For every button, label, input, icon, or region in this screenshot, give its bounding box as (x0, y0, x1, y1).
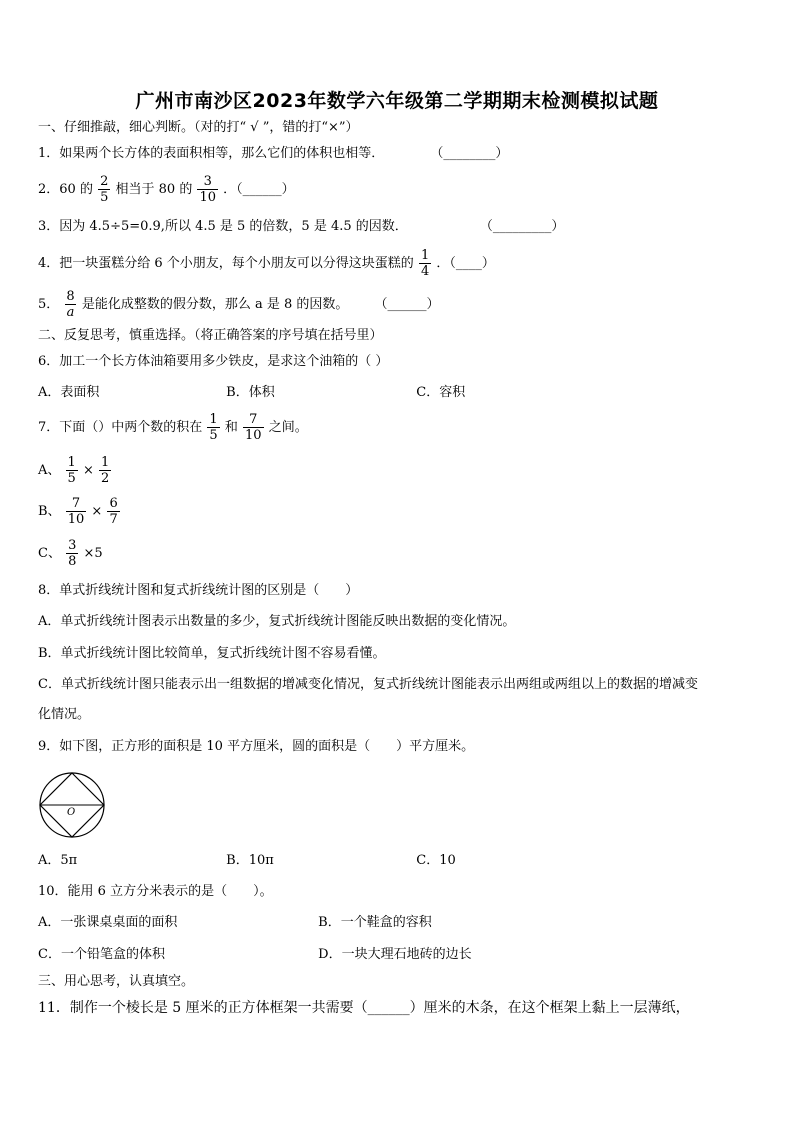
question-2-text: 2．60 的 (38, 182, 93, 197)
page-title: 广州市南沙区2023年数学六年级第二学期期末检测模拟试题 (135, 90, 659, 112)
question-6-options (38, 385, 465, 401)
question-3 (38, 219, 564, 235)
option-b[interactable]: B．10π (226, 853, 274, 868)
option-b[interactable]: B．一个鞋盒的容积 (318, 915, 432, 930)
question-8-option-a[interactable]: A．单式折线统计图表示出数量的多少，复式折线统计图能反映出数据的变化情况。 (38, 614, 516, 629)
option-c[interactable]: C．容积 (416, 385, 466, 400)
section-2-heading: 二、反复思考，慎重选择。（将正确答案的序号填在括号里） (38, 328, 383, 343)
answer-blank[interactable]: ．（____） (436, 256, 495, 271)
fraction: $\frac{1}{2}$ (101, 455, 110, 486)
fraction: $\frac{1}{4}$ (420, 248, 430, 279)
option-d[interactable]: D．一块大理石地砖的边长 (318, 947, 472, 962)
fraction: $\frac{2}{5}$ (100, 174, 109, 205)
question-11: 11．制作一个棱长是 5 厘米的正方体框架一共需要（______）厘米的木条，在这个框架上黏上一层薄纸， (38, 1000, 690, 1016)
multiply-term: ×5 (83, 546, 103, 561)
question-5 (38, 289, 440, 320)
question-2-text: 相当于 80 的 (115, 182, 193, 197)
option-a[interactable]: A．表面积 (38, 385, 100, 400)
answer-blank[interactable]: ．（______） (223, 182, 295, 197)
question-8-option-b[interactable]: B．单式折线统计图比较简单，复式折线统计图不容易看懂。 (38, 646, 386, 661)
question-3-text: 3．因为 4.5÷5=0.9,所以 4.5 是 5 的倍数，5 是 4.5 的因数． (38, 219, 408, 234)
question-9: 9．如下图，正方形的面积是 10 平方厘米，圆的面积是（ ）平方厘米。 (38, 739, 475, 754)
option-label: C、 (38, 546, 61, 561)
question-5-text: 是能化成整数的假分数，那么 a 是 8 的因数。 (81, 297, 349, 312)
section-3-heading: 三、用心思考，认真填空。 (38, 974, 195, 989)
question-7 (38, 412, 308, 443)
option-label: A、 (38, 463, 61, 478)
question-10-options-row-2 (38, 947, 472, 963)
multiply-sign: × (91, 504, 103, 519)
center-label: O (67, 807, 76, 818)
question-9-options (38, 853, 456, 869)
circle-square-figure (37, 770, 107, 840)
question-7-text: 之间。 (268, 420, 308, 435)
answer-blank[interactable]: （_________） (479, 219, 565, 234)
question-7-option-b[interactable] (38, 496, 121, 527)
question-8-option-c[interactable]: C．单式折线统计图只能表示出一组数据的增减变化情况，复式折线统计图能表示出两组或两组以上的数据的增减变 (38, 677, 698, 692)
question-7-option-a[interactable] (38, 455, 112, 486)
answer-blank[interactable]: （______） (374, 297, 440, 312)
question-10: 10．能用 6 立方分米表示的是（ ）。 (38, 884, 273, 899)
fraction: $\frac{8}{a}$ (66, 289, 75, 320)
question-8: 8．单式折线统计图和复式折线统计图的区别是（ ） (38, 583, 359, 598)
fraction: $\frac{3}{10}$ (199, 174, 217, 205)
multiply-sign: × (82, 463, 94, 478)
option-c[interactable]: C．10 (416, 853, 456, 868)
fraction: $\frac{6}{7}$ (109, 496, 118, 527)
fraction: $\frac{3}{8}$ (68, 538, 77, 569)
question-5-number: 5． (38, 297, 60, 312)
question-4 (38, 248, 495, 279)
question-6: 6．加工一个长方体油箱要用多少铁皮，是求这个油箱的（ ） (38, 354, 389, 369)
section-1-heading: 一、仔细推敲，细心判断。（对的打“ √ ”，错的打“×”） (38, 120, 359, 135)
question-2 (38, 174, 295, 205)
question-7-text: 和 (224, 420, 238, 435)
question-7-text: 7．下面（）中两个数的积在 (38, 420, 203, 435)
question-1-text: 1．如果两个长方体的表面积相等，那么它们的体积也相等． (38, 146, 385, 161)
fraction: $\frac{1}{5}$ (67, 455, 76, 486)
question-8-option-c-continued: 化情况。 (38, 707, 91, 722)
fraction: $\frac{7}{10}$ (245, 412, 262, 443)
question-4-text: 4．把一块蛋糕分给 6 个小朋友，每个小朋友可以分得这块蛋糕的 (38, 256, 414, 271)
option-a[interactable]: A．5π (38, 853, 78, 868)
option-a[interactable]: A．一张课桌桌面的面积 (38, 915, 178, 930)
fraction: $\frac{7}{10}$ (67, 496, 85, 527)
option-c[interactable]: C．一个铅笔盒的体积 (38, 947, 165, 962)
question-1 (38, 146, 508, 162)
fraction: $\frac{1}{5}$ (209, 412, 218, 443)
answer-blank[interactable]: （________） (430, 146, 509, 161)
question-10-options-row-1 (38, 915, 432, 931)
option-label: B、 (38, 504, 61, 519)
question-7-option-c[interactable] (38, 538, 103, 569)
option-b[interactable]: B．体积 (226, 385, 275, 400)
